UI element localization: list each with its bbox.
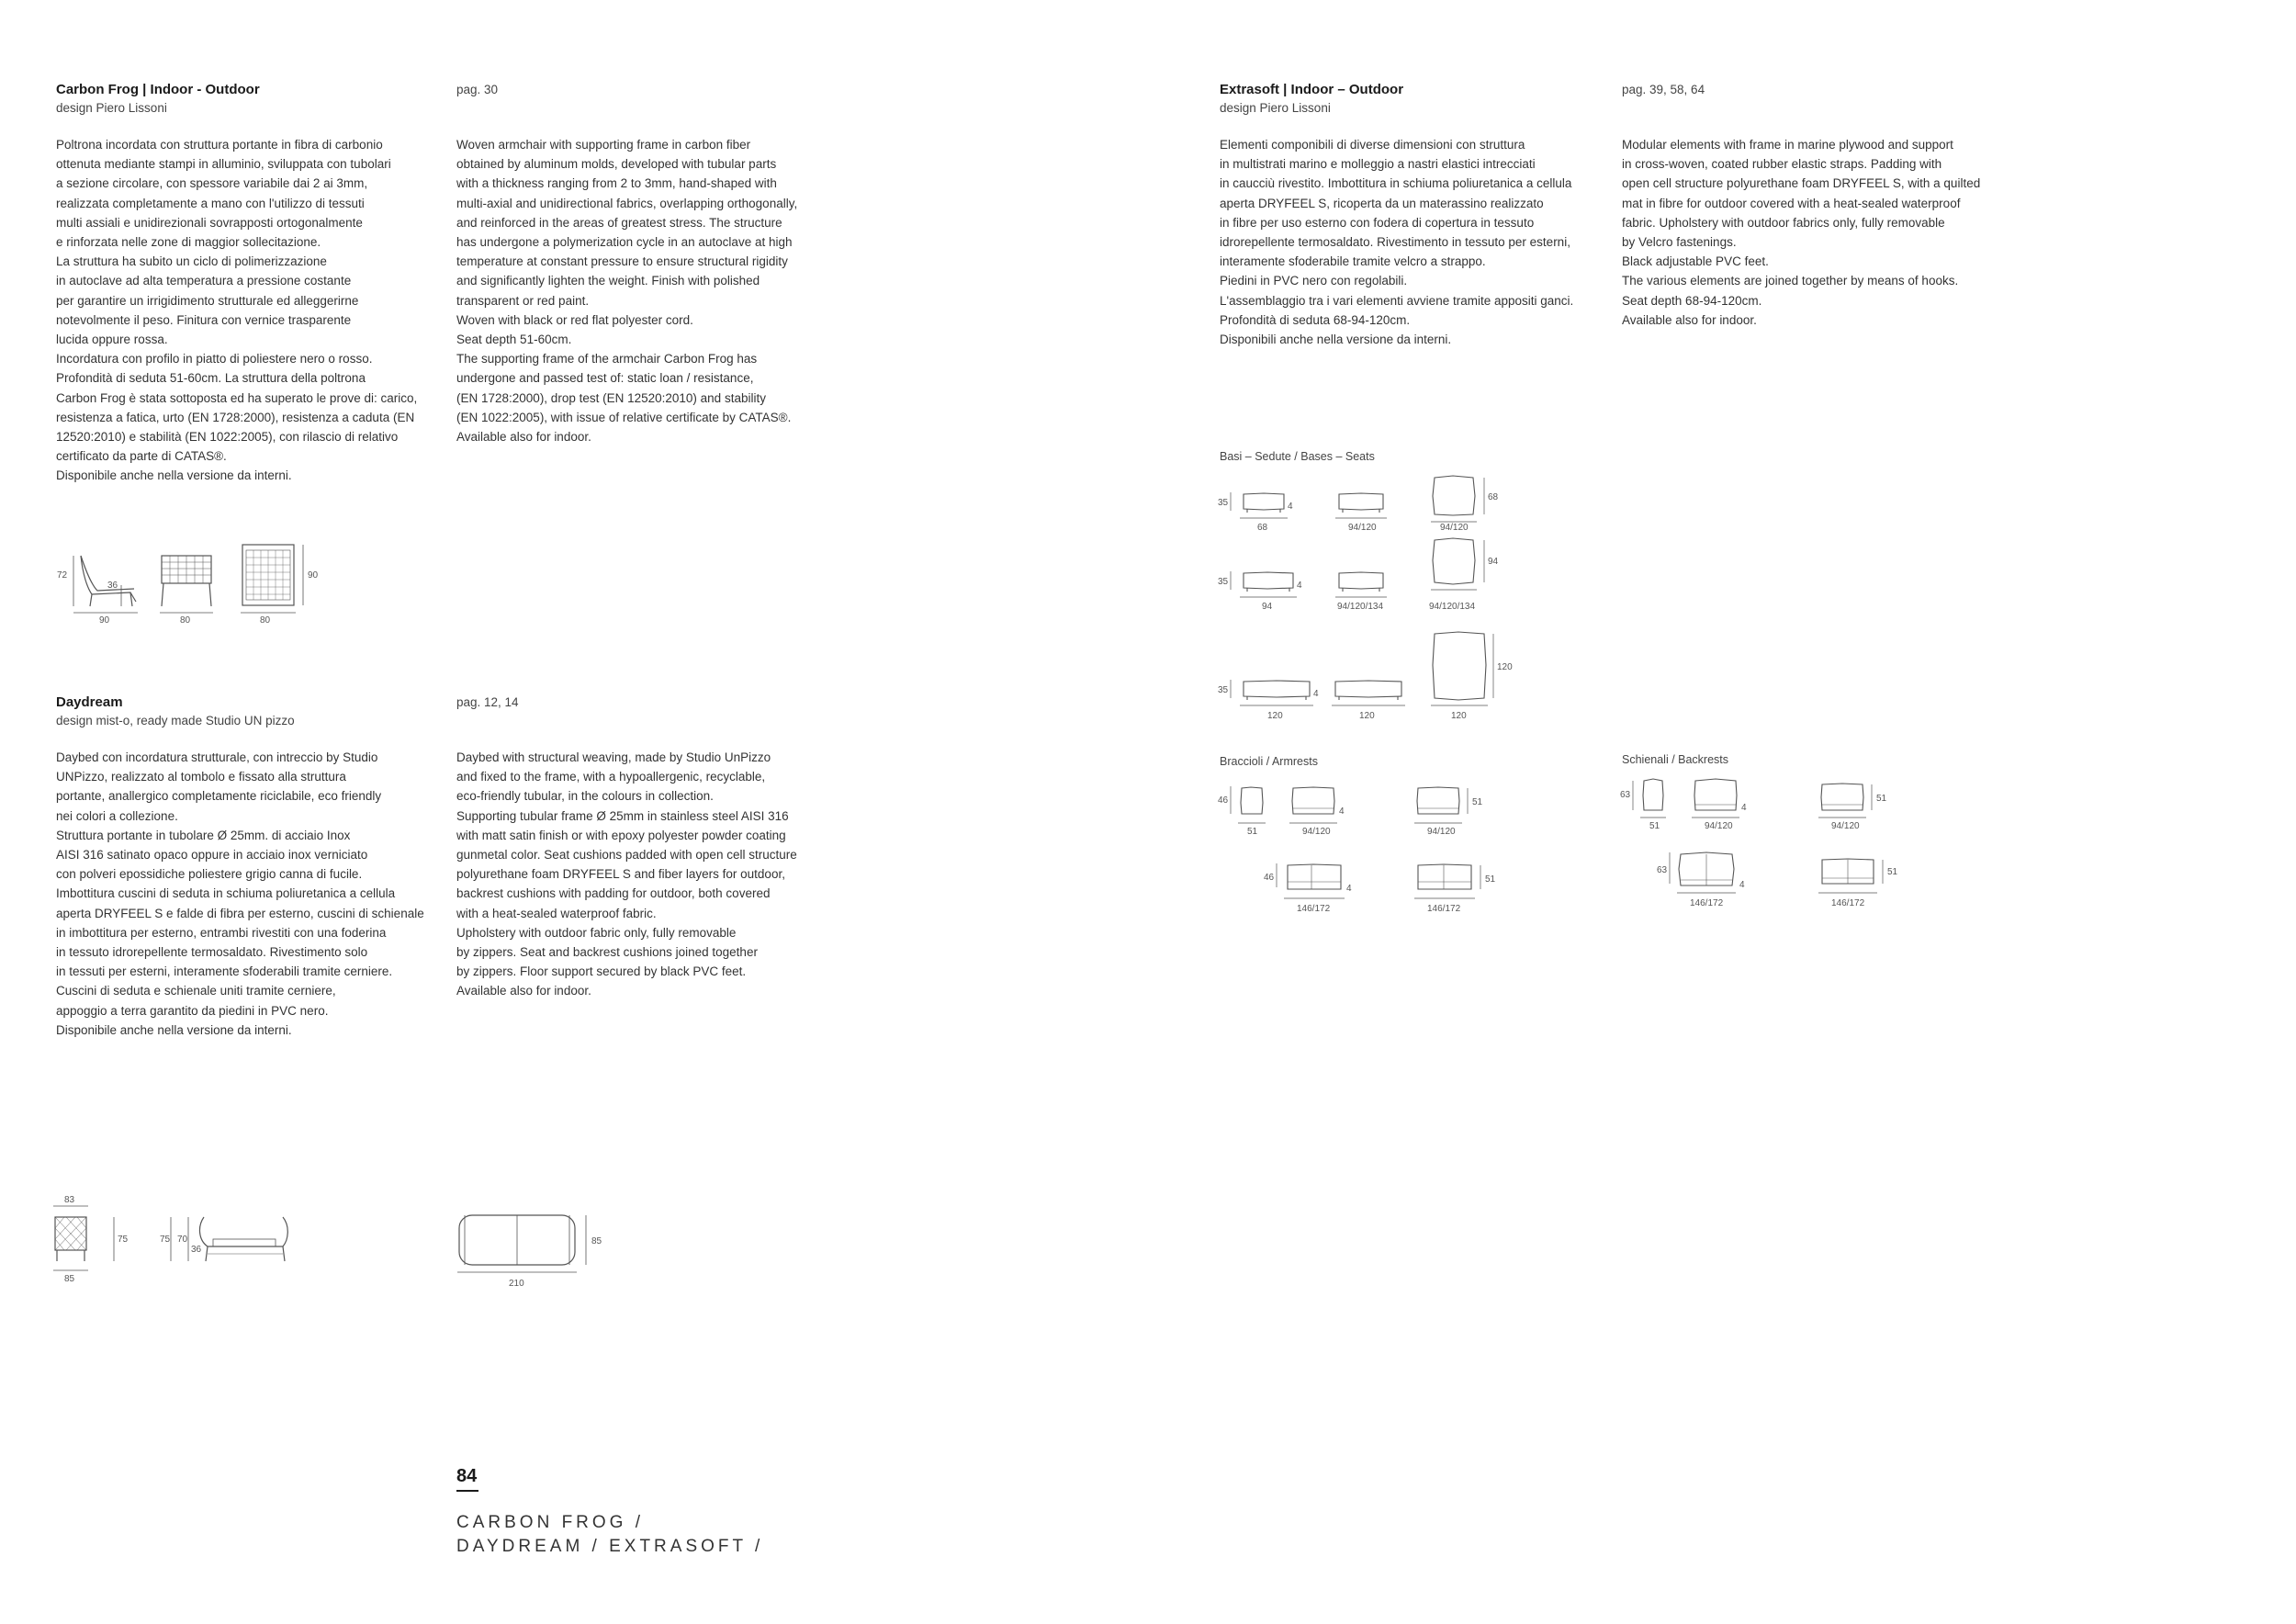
text-line: e rinforzata nelle zone di maggior sollecitazione. xyxy=(56,235,321,250)
carbon-frog-page-ref: pag. 30 xyxy=(456,83,499,96)
armrest-height: 46 xyxy=(1218,795,1229,806)
base-row-3-b: 120 xyxy=(1359,711,1375,721)
backrest-side: 51 xyxy=(1876,794,1887,804)
extrasoft-bases-label: Basi – Sedute / Bases – Seats xyxy=(1220,450,1375,463)
carbon-frog-drawings xyxy=(46,537,331,625)
text-line: Supporting tubular frame Ø 25mm in stainless steel AISI 316 xyxy=(456,808,789,823)
carbon-frog-description-en xyxy=(456,135,797,446)
text-line: Poltrona incordata con struttura portante in fibra di carbonio xyxy=(56,138,383,152)
daydream-description-en xyxy=(456,748,797,1001)
base-row-1-b: 94/120 xyxy=(1348,523,1377,533)
backrest-long-w2: 146/172 xyxy=(1831,898,1865,908)
armrest-w2: 94/120 xyxy=(1302,827,1331,837)
text-line: Daybed with structural weaving, made by Studio UnPizzo xyxy=(456,750,771,764)
extrasoft-armrests-label: Braccioli / Armrests xyxy=(1220,755,1318,768)
text-line: nei colori a collezione. xyxy=(56,808,178,823)
base-row-2-height: 35 xyxy=(1218,577,1229,587)
text-line: a sezione circolare, con spessore variabile dai 2 ai 3mm, xyxy=(56,176,368,191)
armrest-w1: 51 xyxy=(1247,827,1258,837)
text-line: con polveri epossidiche poliestere grigio canna di fucile. xyxy=(56,867,363,882)
text-line: in multistrati marino e molleggio a nastri elastici intrecciati xyxy=(1220,157,1536,172)
base-row-1-side: 68 xyxy=(1488,492,1499,502)
daydream-bottom-width: 85 xyxy=(64,1274,75,1284)
daydream-side-view xyxy=(171,1217,287,1261)
carbon-frog-top-height: 90 xyxy=(308,570,319,581)
armrest-long-side: 51 xyxy=(1485,874,1496,885)
extrasoft-description-it xyxy=(1220,135,1573,349)
extrasoft-page-ref: pag. 39, 58, 64 xyxy=(1622,83,1705,96)
extrasoft-armrests-drawings xyxy=(1212,772,1543,932)
text-line: lucida oppure rossa. xyxy=(56,333,168,347)
text-line: mat in fibre for outdoor covered with a heat-sealed waterproof xyxy=(1622,196,1961,210)
text-line: Available also for indoor. xyxy=(1622,312,1757,327)
text-line: Incordatura con profilo in piatto di poliestere nero o rosso. xyxy=(56,352,373,367)
text-line: in fibre per uso esterno con fodera di copertura in tessuto xyxy=(1220,215,1535,230)
daydream-page-ref: pag. 12, 14 xyxy=(456,695,519,709)
carbon-frog-top-view xyxy=(241,545,303,613)
extrasoft-en-block xyxy=(1622,81,1980,330)
text-line: Disponibili anche nella versione da interni. xyxy=(1220,333,1452,347)
text-line: L'assemblaggio tra i vari elementi avviene tramite appositi ganci. xyxy=(1220,293,1574,308)
daydream-designer: design mist-o, ready made Studio UN pizzo xyxy=(56,714,295,727)
text-line: in cross-woven, coated rubber elastic straps. Padding with xyxy=(1622,157,1942,172)
extrasoft-bases-drawings xyxy=(1212,468,1543,735)
text-line: Disponibile anche nella versione da interni. xyxy=(56,1022,292,1037)
base-row-1-height: 35 xyxy=(1218,498,1229,508)
text-line: eco-friendly tubular, in the colours in collection. xyxy=(456,789,714,804)
extrasoft-designer: design Piero Lissoni xyxy=(1220,101,1331,115)
base-row-3-a: 120 xyxy=(1267,711,1283,721)
base-row-2-gap: 4 xyxy=(1297,581,1302,591)
text-line: La struttura ha subito un ciclo di polimerizzazione xyxy=(56,254,327,269)
text-line: by zippers. Floor support secured by black PVC feet. xyxy=(456,964,747,979)
text-line: with matt satin finish or with epoxy polyester powder coating xyxy=(456,828,786,842)
carbon-frog-designer: design Piero Lissoni xyxy=(56,101,167,115)
text-line: certificato da parte di CATAS®. xyxy=(56,449,227,464)
extrasoft-title: Extrasoft | Indoor – Outdoor xyxy=(1220,82,1404,97)
extrasoft-description-en xyxy=(1622,135,1980,330)
base-row-3 xyxy=(1231,632,1493,705)
text-line: with a heat-sealed waterproof fabric. xyxy=(456,906,657,920)
base-row-3-gap: 4 xyxy=(1313,689,1319,699)
base-row-2 xyxy=(1231,538,1484,597)
text-line: Struttura portante in tubolare Ø 25mm. di acciaio Inox xyxy=(56,828,351,842)
text-line: UNPizzo, realizzato al tombolo e fissato alla struttura xyxy=(56,770,346,784)
backrest-long-gap: 4 xyxy=(1739,880,1745,890)
carbon-frog-depth: 90 xyxy=(99,615,110,625)
base-row-2-a: 94 xyxy=(1262,602,1273,612)
daydream-seat-height: 36 xyxy=(191,1245,202,1255)
text-line: Seat depth 51-60cm. xyxy=(456,333,572,347)
text-line: open cell structure polyurethane foam DRYFEEL S, with a quilted xyxy=(1622,176,1981,191)
text-line: The supporting frame of the armchair Carbon Frog has xyxy=(456,352,758,367)
carbon-frog-en-block xyxy=(456,81,797,446)
text-line: in autoclave ad alta temperatura a pressione costante xyxy=(56,274,352,288)
armrest-gap: 4 xyxy=(1339,806,1345,817)
daydream-title-block xyxy=(56,694,424,1040)
armrest-side: 51 xyxy=(1472,797,1483,807)
base-row-1 xyxy=(1231,476,1484,522)
base-row-1-a: 68 xyxy=(1257,523,1268,533)
backrest-height: 63 xyxy=(1620,790,1631,800)
daydream-en-block xyxy=(456,694,797,1001)
daydream-drawings xyxy=(46,1190,615,1295)
text-line: Carbon Frog è stata sottoposta ed ha superato le prove di: carico, xyxy=(56,390,418,405)
text-line: in imbottitura per esterno, entrambi rivestiti con una foderina xyxy=(56,925,387,940)
text-line: Profondità di seduta 51-60cm. La struttura della poltrona xyxy=(56,371,366,386)
text-line: obtained by aluminum molds, developed with tubular parts xyxy=(456,157,777,172)
text-line: Elementi componibili di diverse dimensioni con struttura xyxy=(1220,138,1525,152)
carbon-frog-title-block xyxy=(56,81,417,486)
text-line: Cuscini di seduta e schienale uniti tramite cerniere, xyxy=(56,984,336,998)
footer-line-2: DAYDREAM / EXTRASOFT / xyxy=(456,1537,764,1556)
text-line: idrorepellente termosaldato. Rivestimento in tessuto per esterni, xyxy=(1220,235,1570,250)
backrest-w3: 94/120 xyxy=(1831,821,1860,831)
text-line: Disponibile anche nella versione da interni. xyxy=(56,468,292,483)
text-line: The various elements are joined together by means of hooks. xyxy=(1622,274,1959,288)
footer-line-1: CARBON FROG / xyxy=(456,1513,645,1532)
base-row-1-c: 94/120 xyxy=(1440,523,1469,533)
text-line: Imbottitura cuscini di seduta in schiuma poliuretanica a cellula xyxy=(56,886,396,901)
text-line: realizzata completamente a mano con l'utilizzo di tessuti xyxy=(56,196,365,210)
text-line: per garantire un irrigidimento strutturale ed alleggerirne xyxy=(56,293,359,308)
daydream-front-height: 75 xyxy=(118,1235,129,1245)
text-line: (EN 1728:2000), drop test (EN 12520:2010) and stability xyxy=(456,390,766,405)
text-line: and fixed to the frame, with a hypoallergenic, recyclable, xyxy=(456,770,766,784)
armrest-long-gap: 4 xyxy=(1346,884,1352,894)
text-line: fabric. Upholstery with outdoor fabrics only, fully removable xyxy=(1622,215,1945,230)
daydream-top-view xyxy=(457,1215,586,1272)
backrest-gap: 4 xyxy=(1741,803,1747,813)
carbon-frog-description-it xyxy=(56,135,417,486)
base-row-1-gap: 4 xyxy=(1288,502,1293,512)
text-line: by zippers. Seat and backrest cushions joined together xyxy=(456,945,758,960)
text-line: with a thickness ranging from 2 to 3mm, hand-shaped with xyxy=(456,176,777,191)
carbon-frog-front-width: 80 xyxy=(180,615,191,625)
text-line: multi-axial and unidirectional fabrics, overlapping orthogonally, xyxy=(456,196,798,210)
armrest-long-w1: 146/172 xyxy=(1297,904,1331,914)
daydream-top-depth: 85 xyxy=(591,1236,602,1246)
text-line: multi assiali e unidirezionali sovrapposti ortogonalmente xyxy=(56,215,363,230)
text-line: by Velcro fastenings. xyxy=(1622,235,1737,250)
carbon-frog-top-width: 80 xyxy=(260,615,271,625)
extrasoft-backrests-label: Schienali / Backrests xyxy=(1622,753,1729,766)
extrasoft-title-block xyxy=(1220,81,1573,349)
text-line: aperta DRYFEEL S, ricoperta da un materassino realizzato xyxy=(1220,196,1544,210)
text-line: resistenza a fatica, urto (EN 1728:2000), resistenza a caduta (EN xyxy=(56,410,415,424)
daydream-title: Daydream xyxy=(56,694,123,710)
text-line: transparent or red paint. xyxy=(456,293,590,308)
daydream-front-view xyxy=(53,1206,114,1270)
armrest-w3: 94/120 xyxy=(1427,827,1456,837)
base-row-3-height: 35 xyxy=(1218,685,1229,695)
text-line: Seat depth 68-94-120cm. xyxy=(1622,293,1762,308)
backrest-w1: 51 xyxy=(1649,821,1660,831)
text-line: Available also for indoor. xyxy=(456,430,591,445)
text-line: undergone and passed test of: static loan / resistance, xyxy=(456,371,754,386)
text-line: in tessuti per esterni, interamente sfoderabili tramite cerniere. xyxy=(56,964,393,979)
carbon-frog-seat-height: 36 xyxy=(107,581,118,591)
backrest-long-w1: 146/172 xyxy=(1690,898,1724,908)
base-row-3-c: 120 xyxy=(1451,711,1467,721)
armrest-long-height: 46 xyxy=(1264,873,1275,883)
text-line: Woven armchair with supporting frame in carbon fiber xyxy=(456,138,751,152)
text-line: and significantly lighten the weight. Finish with polished xyxy=(456,274,760,288)
daydream-length: 210 xyxy=(509,1279,524,1289)
text-line: gunmetal color. Seat cushions padded with open cell structure xyxy=(456,848,797,863)
text-line: Modular elements with frame in marine plywood and support xyxy=(1622,138,1953,152)
text-line: interamente sfoderabile tramite velcro a strappo. xyxy=(1220,254,1486,269)
text-line: Woven with black or red flat polyester cord. xyxy=(456,312,693,327)
text-line: appoggio a terra garantito da piedini in PVC nero. xyxy=(56,1003,329,1018)
base-row-2-c: 94/120/134 xyxy=(1429,602,1476,612)
armrest-long-w2: 146/172 xyxy=(1427,904,1461,914)
base-row-2-b: 94/120/134 xyxy=(1337,602,1384,612)
text-line: in caucciù rivestito. Imbottitura in schiuma poliuretanica a cellula xyxy=(1220,176,1572,191)
text-line: temperature at constant pressure to ensure structural rigidity xyxy=(456,254,788,269)
text-line: Daybed con incordatura strutturale, con intreccio by Studio xyxy=(56,750,378,764)
backrest-long-height: 63 xyxy=(1657,865,1668,875)
text-line: Upholstery with outdoor fabric only, fully removable xyxy=(456,925,737,940)
daydream-description-it xyxy=(56,748,424,1040)
base-row-2-side: 94 xyxy=(1488,557,1499,567)
carbon-frog-title: Carbon Frog | Indoor - Outdoor xyxy=(56,82,260,97)
page-number: 84 xyxy=(456,1466,478,1486)
text-line: backrest cushions with padding for outdoor, both covered xyxy=(456,886,771,901)
text-line: notevolmente il peso. Finitura con vernice trasparente xyxy=(56,312,352,327)
daydream-side-height-1: 75 xyxy=(160,1235,171,1245)
base-row-3-side: 120 xyxy=(1497,662,1513,672)
text-line: aperta DRYFEEL S e falde di fibra per esterno, cuscini di schienale xyxy=(56,906,424,920)
text-line: in tessuto idrorepellente termosaldato. Rivestimento solo xyxy=(56,945,368,960)
daydream-top-width: 83 xyxy=(64,1195,75,1205)
carbon-frog-front-view xyxy=(160,556,213,613)
text-line: Black adjustable PVC feet. xyxy=(1622,254,1769,269)
text-line: ottenuta mediante stampi in alluminio, sviluppata con tubolari xyxy=(56,157,391,172)
footer-section-titles xyxy=(456,1511,763,1559)
text-line: Piedini in PVC nero con regolabili. xyxy=(1220,274,1408,288)
text-line: has undergone a polymerization cycle in an autoclave at high xyxy=(456,235,793,250)
extrasoft-backrests-drawings xyxy=(1615,770,1945,926)
backrest-w2: 94/120 xyxy=(1705,821,1733,831)
text-line: polyurethane foam DRYFEEL S and fiber layers for outdoor, xyxy=(456,867,785,882)
backrest-long-side: 51 xyxy=(1887,867,1898,877)
daydream-side-height-2: 70 xyxy=(177,1235,188,1245)
carbon-frog-side-height: 72 xyxy=(57,570,68,581)
text-line: Profondità di seduta 68-94-120cm. xyxy=(1220,312,1411,327)
text-line: (EN 1022:2005), with issue of relative certificate by CATAS®. xyxy=(456,410,792,424)
page-number-underline xyxy=(456,1490,478,1492)
text-line: and reinforced in the areas of greatest stress. The structure xyxy=(456,215,782,230)
text-line: AISI 316 satinato opaco oppure in acciaio inox verniciato xyxy=(56,848,368,863)
text-line: 12520:2010) e stabilità (EN 1022:2005), con rilascio di relativo xyxy=(56,430,399,445)
text-line: portante, anallergico completamente riciclabile, eco friendly xyxy=(56,789,382,804)
text-line: Available also for indoor. xyxy=(456,984,591,998)
carbon-frog-side-view xyxy=(73,556,138,613)
